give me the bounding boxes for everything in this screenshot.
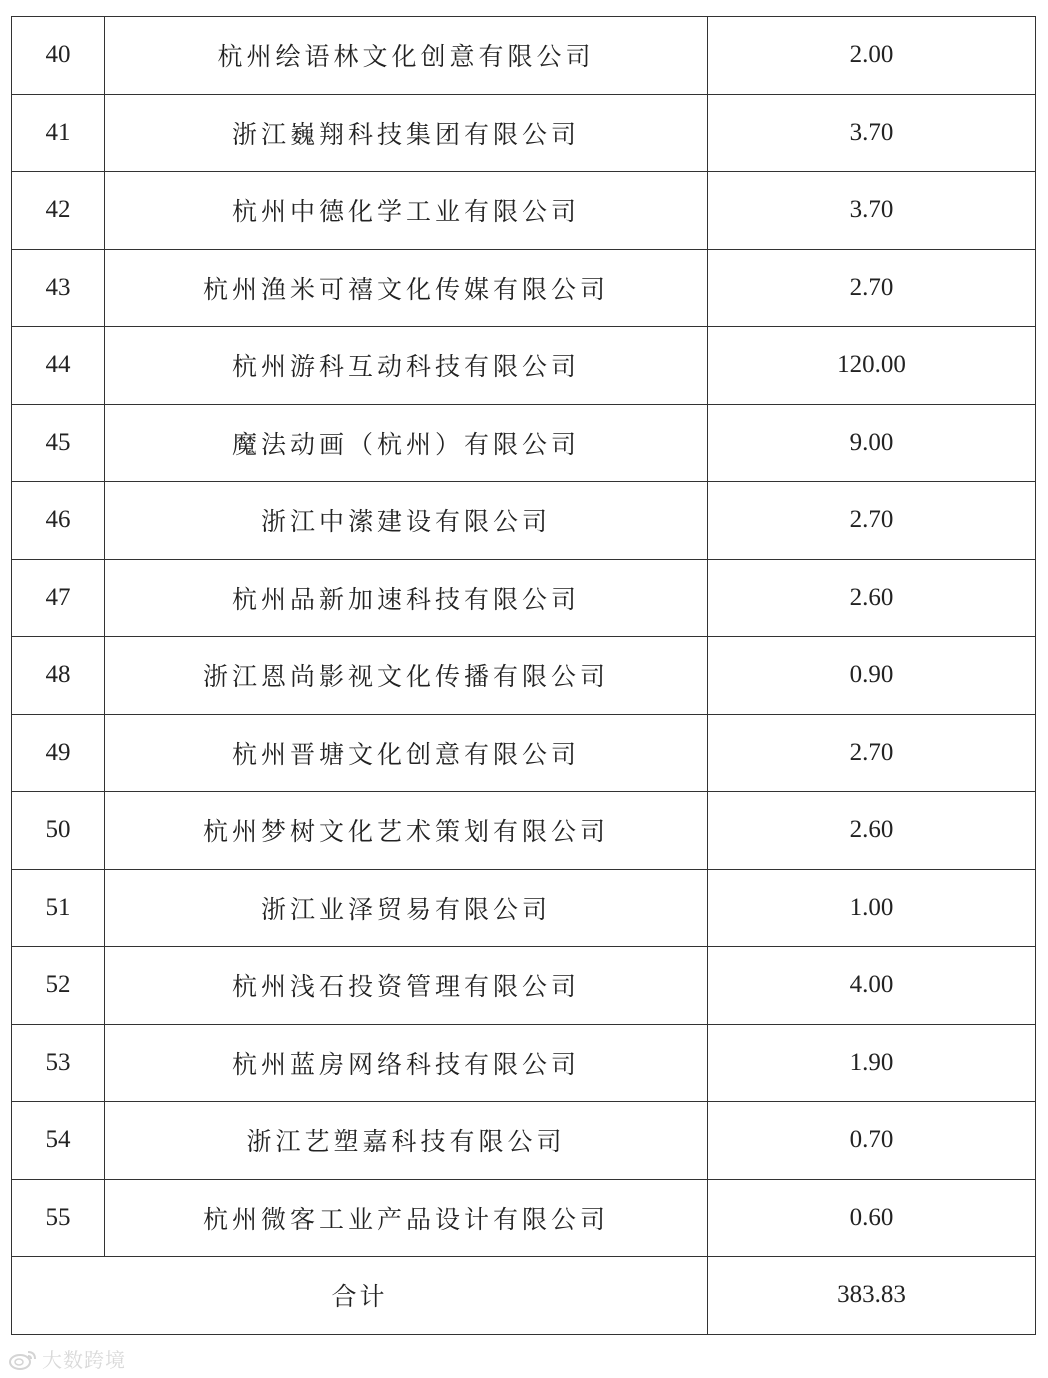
table-row <box>12 1179 1036 1257</box>
total-amount: 383.83 <box>708 1257 1036 1335</box>
company-name: 浙江巍翔科技集团有限公司 <box>105 94 708 172</box>
company-name: 杭州渔米可禧文化传媒有限公司 <box>105 249 708 327</box>
table-row <box>12 1024 1036 1102</box>
row-number: 42 <box>12 172 105 250</box>
row-number: 50 <box>12 792 105 870</box>
row-amount: 9.00 <box>708 404 1036 482</box>
table-row <box>12 637 1036 715</box>
total-label: 合计 <box>12 1257 708 1335</box>
table-row <box>12 792 1036 870</box>
table-row <box>12 1102 1036 1180</box>
company-amount-table <box>11 16 1036 1335</box>
table-row <box>12 714 1036 792</box>
row-number: 48 <box>12 637 105 715</box>
company-name: 浙江业泽贸易有限公司 <box>105 869 708 947</box>
table-row <box>12 249 1036 327</box>
row-number: 41 <box>12 94 105 172</box>
row-amount: 2.70 <box>708 249 1036 327</box>
table-row <box>12 947 1036 1025</box>
row-amount: 2.00 <box>708 17 1036 95</box>
row-amount: 2.70 <box>708 714 1036 792</box>
row-amount: 2.70 <box>708 482 1036 560</box>
row-amount: 4.00 <box>708 947 1036 1025</box>
company-name: 杭州梦树文化艺术策划有限公司 <box>105 792 708 870</box>
table-row <box>12 869 1036 947</box>
row-amount: 3.70 <box>708 172 1036 250</box>
company-name: 杭州微客工业产品设计有限公司 <box>105 1179 708 1257</box>
row-amount: 120.00 <box>708 327 1036 405</box>
row-number: 44 <box>12 327 105 405</box>
row-number: 49 <box>12 714 105 792</box>
company-name: 杭州蓝房网络科技有限公司 <box>105 1024 708 1102</box>
table-row <box>12 172 1036 250</box>
table-row <box>12 327 1036 405</box>
watermark-text: 大数跨境 <box>42 1348 126 1372</box>
table-row <box>12 559 1036 637</box>
row-number: 43 <box>12 249 105 327</box>
row-number: 54 <box>12 1102 105 1180</box>
row-amount: 3.70 <box>708 94 1036 172</box>
row-amount: 1.90 <box>708 1024 1036 1102</box>
row-amount: 0.90 <box>708 637 1036 715</box>
row-number: 53 <box>12 1024 105 1102</box>
row-number: 40 <box>12 17 105 95</box>
company-name: 杭州中德化学工业有限公司 <box>105 172 708 250</box>
row-number: 52 <box>12 947 105 1025</box>
row-number: 55 <box>12 1179 105 1257</box>
watermark <box>8 1344 126 1373</box>
total-row <box>12 1257 1036 1335</box>
company-name: 杭州绘语林文化创意有限公司 <box>105 17 708 95</box>
company-name: 魔法动画（杭州）有限公司 <box>105 404 708 482</box>
row-number: 46 <box>12 482 105 560</box>
company-name: 浙江艺塑嘉科技有限公司 <box>105 1102 708 1180</box>
table-row <box>12 94 1036 172</box>
row-amount: 2.60 <box>708 559 1036 637</box>
company-name: 浙江中潆建设有限公司 <box>105 482 708 560</box>
company-name: 杭州游科互动科技有限公司 <box>105 327 708 405</box>
row-amount: 0.60 <box>708 1179 1036 1257</box>
company-name: 杭州晋塘文化创意有限公司 <box>105 714 708 792</box>
row-amount: 0.70 <box>708 1102 1036 1180</box>
company-name: 浙江恩尚影视文化传播有限公司 <box>105 637 708 715</box>
weibo-logo-icon <box>8 1348 38 1370</box>
company-name: 杭州浅石投资管理有限公司 <box>105 947 708 1025</box>
row-amount: 1.00 <box>708 869 1036 947</box>
table-row <box>12 404 1036 482</box>
row-number: 47 <box>12 559 105 637</box>
table-row <box>12 482 1036 560</box>
table-row <box>12 17 1036 95</box>
table-body <box>12 17 1036 1335</box>
row-number: 51 <box>12 869 105 947</box>
row-number: 45 <box>12 404 105 482</box>
row-amount: 2.60 <box>708 792 1036 870</box>
company-name: 杭州品新加速科技有限公司 <box>105 559 708 637</box>
